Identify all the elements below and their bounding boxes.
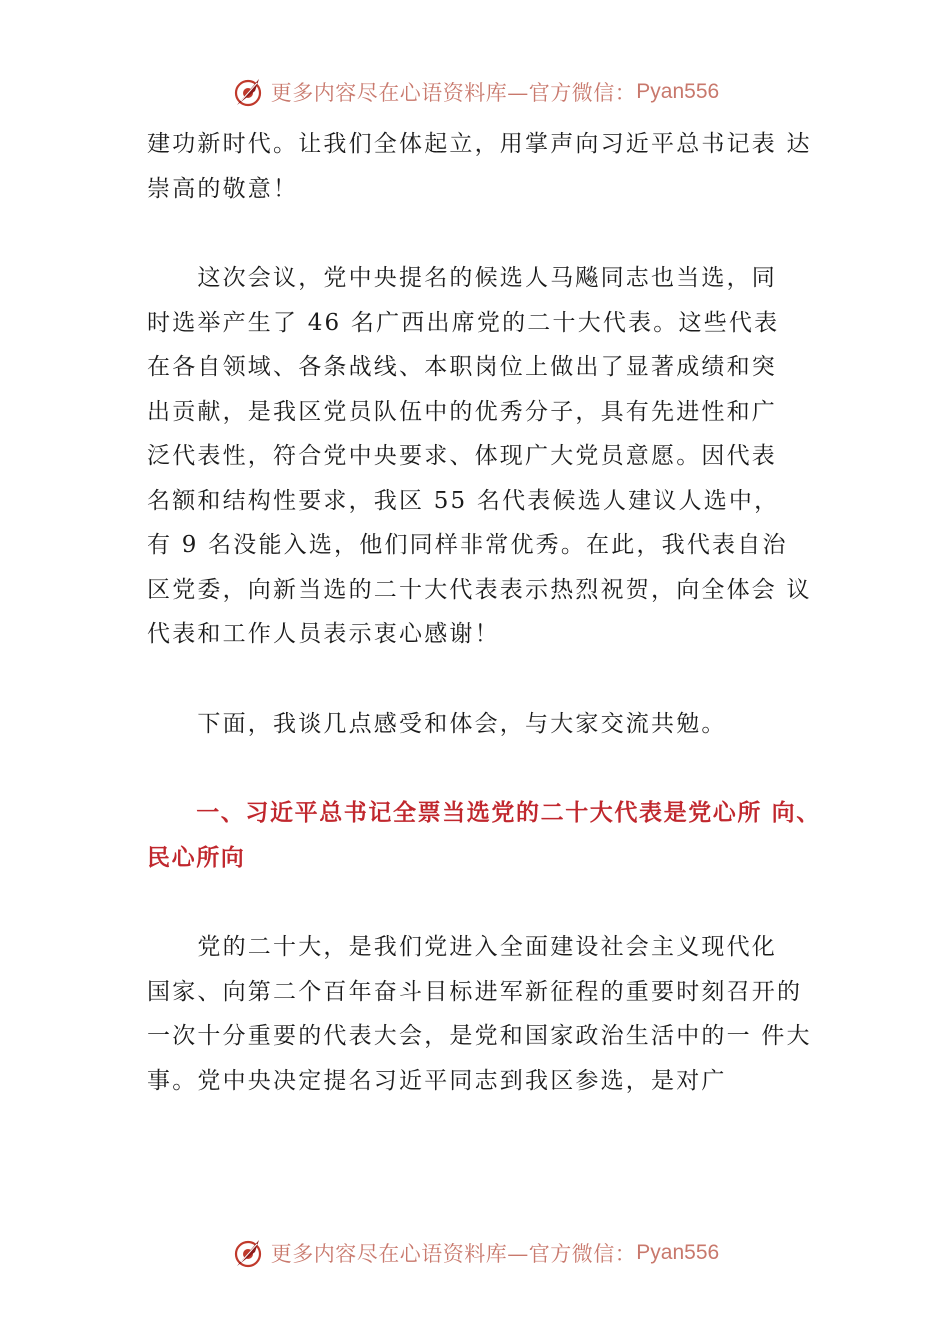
text-line: 有 9 名没能入选，他们同样非常优秀。在此，我代表自治 [147,532,788,558]
text-line: 出贡献，是我区党员队伍中的优秀分子，具有先进性和广 [147,398,777,425]
paragraph-3 [147,702,812,747]
header-banner [0,72,950,112]
text-line: 名额和结构性要求，我区 55 名代表候选人建议人选中， [147,487,780,514]
text-line: 代表和工作人员表示衷心感谢！ [147,621,500,647]
banner-text: 更多内容尽在心语资料库—官方微信： [270,1242,637,1266]
heading-line: 民心所向 [147,843,246,871]
text-line: 建功新时代。让我们全体起立，用掌声向习近平总书记表 达 [147,131,812,157]
paragraph-4 [147,925,812,1103]
banner-wechat-id: Pyan556 [636,1241,720,1264]
text-line: 国家、向第二个百年奋斗目标进军新征程的重要时刻召开的 [147,978,803,1005]
text-line: 泛代表性，符合党中央要求、体现广大党员意愿。因代表 [147,443,777,469]
paragraph-2 [147,256,812,657]
text-line: 在各自领域、各条战线、本职岗位上做出了显著成绩和突 [147,354,777,380]
text-line: 区党委，向新当选的二十大代表表示热烈祝贺，向全体会 议 [147,576,812,603]
section-heading-1 [147,791,821,880]
document-body [147,122,821,1103]
text-line: 崇高的敬意！ [147,175,299,202]
text-line: 党的二十大，是我们党进入全面建设社会主义现代化 [147,934,777,960]
text-line: 下面，我谈几点感受和体会，与大家交流共勉。 [147,710,727,737]
heading-line: 一、习近平总书记全票当选党的二十大代表是党心所 向、 [147,799,821,826]
paragraph-1 [147,122,812,211]
banner-text: 更多内容尽在心语资料库—官方微信： [270,81,637,105]
text-line: 时选举产生了 46 名广西出席党的二十大代表。这些代表 [147,309,780,336]
quill-logo-icon [231,1236,265,1270]
quill-logo-icon [231,75,265,109]
footer-banner [0,1233,950,1273]
text-line: 事。党中央决定提名习近平同志到我区参选，是对广 [147,1067,727,1094]
banner-wechat-id: Pyan556 [636,80,720,103]
text-line: 这次会议，党中央提名的候选人马飚同志也当选，同 [147,265,777,291]
text-line: 一次十分重要的代表大会，是党和国家政治生活中的一 件大 [147,1023,812,1049]
